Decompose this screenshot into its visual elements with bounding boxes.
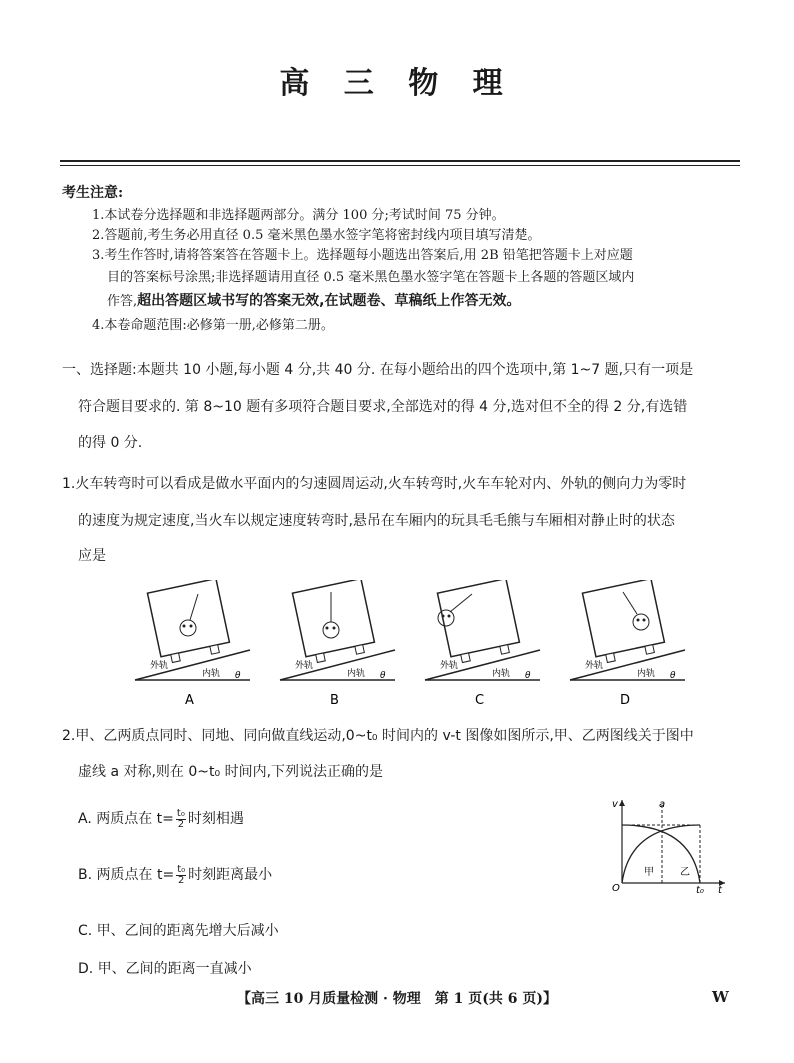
option-d-label: D <box>620 693 631 708</box>
figure-d <box>570 580 685 708</box>
fraction-numerator: t₀ <box>176 807 185 819</box>
option-a-label: A <box>185 693 194 708</box>
divider-top <box>60 160 740 162</box>
section-instructions-2: 符合题目要求的. 第 8~10 题有多项符合题目要求,全部选对的得 4 分,选对但不全的得 2 分,有选错 <box>78 399 688 415</box>
page-footer: 【高三 10 月质量检测 · 物理 第 1 页(共 6 页)】 <box>236 991 558 1007</box>
figure-a-angle: θ <box>235 671 241 681</box>
q2-option-b-text: B. 两质点在 t= <box>78 867 175 883</box>
divider-bottom <box>60 165 740 166</box>
notice-item-4: 4.本卷命题范围:必修第一册,必修第二册。 <box>92 318 334 333</box>
notice-emphasis-2: 在试题卷、草稿纸上作答无效。 <box>324 293 521 309</box>
figure-b-outer-label: 外轨 <box>295 661 314 671</box>
graph-yi-label: 乙 <box>680 867 690 878</box>
corner-mark: W <box>712 988 729 1006</box>
q2-stem-2: 虚线 a 对称,则在 0~t₀ 时间内,下列说法正确的是 <box>78 764 384 780</box>
figure-b <box>280 580 395 708</box>
figure-b-inner-label: 内轨 <box>347 669 366 679</box>
graph-origin-label: O <box>612 883 620 894</box>
q2-vt-graph <box>600 795 730 895</box>
fraction-numerator: t₀ <box>177 863 186 875</box>
figure-a-inner-label: 内轨 <box>202 669 221 679</box>
q2-option-c: C. 甲、乙间的距离先增大后减小 <box>78 923 279 939</box>
fraction-denominator: 2 <box>177 818 185 830</box>
q2-option-b <box>78 864 272 886</box>
graph-a-label: a <box>659 799 666 810</box>
figure-b-angle: θ <box>380 671 386 681</box>
section-instructions: 一、选择题:本题共 10 小题,每小题 4 分,共 40 分. 在每小题给出的四个选项中,第 1~7 题,只有一项是 <box>62 362 694 378</box>
notice-item-3-cont: 目的答案标号涂黑;非选择题请用直径 0.5 毫米黑色墨水签字笔在答题卡上各题的答题区域内 <box>107 270 635 285</box>
figure-d-inner-label: 内轨 <box>637 669 656 679</box>
figure-c <box>425 580 540 708</box>
q1-stem: 1.火车转弯时可以看成是做水平面内的匀速圆周运动,火车转弯时,火车车轮对内、外轨的侧向力为零时 <box>62 476 687 492</box>
q1-figures <box>130 580 740 715</box>
fraction <box>176 865 186 886</box>
q1-stem-3: 应是 <box>78 548 106 564</box>
fraction <box>176 809 186 830</box>
figure-a-outer-label: 外轨 <box>150 661 169 671</box>
graph-t0-label: t₀ <box>696 885 704 895</box>
figure-c-angle: θ <box>525 671 531 681</box>
q2-option-a-tail: 时刻相遇 <box>187 811 244 827</box>
notice-item-2: 2.答题前,考生务必用直径 0.5 毫米黑色墨水签字笔将密封线内项目填写清楚。 <box>92 228 541 243</box>
page-title: 高 三 物 理 <box>279 66 515 101</box>
q2-option-a-text: A. 两质点在 t= <box>78 811 174 827</box>
section-instructions-3: 的得 0 分. <box>78 435 143 451</box>
notice-item-3: 3.考生作答时,请将答案答在答题卡上。选择题每小题选出答案后,用 2B 铅笔把答题卡上对应题 <box>92 248 633 263</box>
graph-jia-label: 甲 <box>644 867 654 878</box>
q2-stem: 2.甲、乙两质点同时、同地、同向做直线运动,0~t₀ 时间内的 v-t 图像如图所示,甲、乙两图线关于图中 <box>62 728 694 744</box>
graph-t-label: t <box>718 885 722 895</box>
figure-d-angle: θ <box>670 671 676 681</box>
q2-option-d: D. 甲、乙间的距离一直减小 <box>78 961 252 977</box>
option-c-label: C <box>475 693 485 708</box>
q2-option-b-tail: 时刻距离最小 <box>188 867 273 883</box>
fraction-denominator: 2 <box>177 874 185 886</box>
q2-option-a <box>78 808 244 830</box>
graph-v-label: v <box>612 799 618 810</box>
notice-text: 作答, <box>107 294 138 309</box>
notice-item-3-end <box>107 293 520 310</box>
option-b-label: B <box>330 693 339 708</box>
notice-heading: 考生注意: <box>62 185 124 201</box>
figure-c-inner-label: 内轨 <box>492 669 511 679</box>
q1-stem-2: 的速度为规定速度,当火车以规定速度转弯时,悬吊在车厢内的玩具毛毛熊与车厢相对静止时的状态 <box>78 513 675 529</box>
figure-d-outer-label: 外轨 <box>585 661 604 671</box>
notice-item-1: 1.本试卷分选择题和非选择题两部分。满分 100 分;考试时间 75 分钟。 <box>92 208 505 223</box>
figure-c-outer-label: 外轨 <box>440 661 459 671</box>
notice-emphasis-1: 超出答题区域书写的答案无效, <box>137 293 325 309</box>
figure-a <box>135 580 250 708</box>
